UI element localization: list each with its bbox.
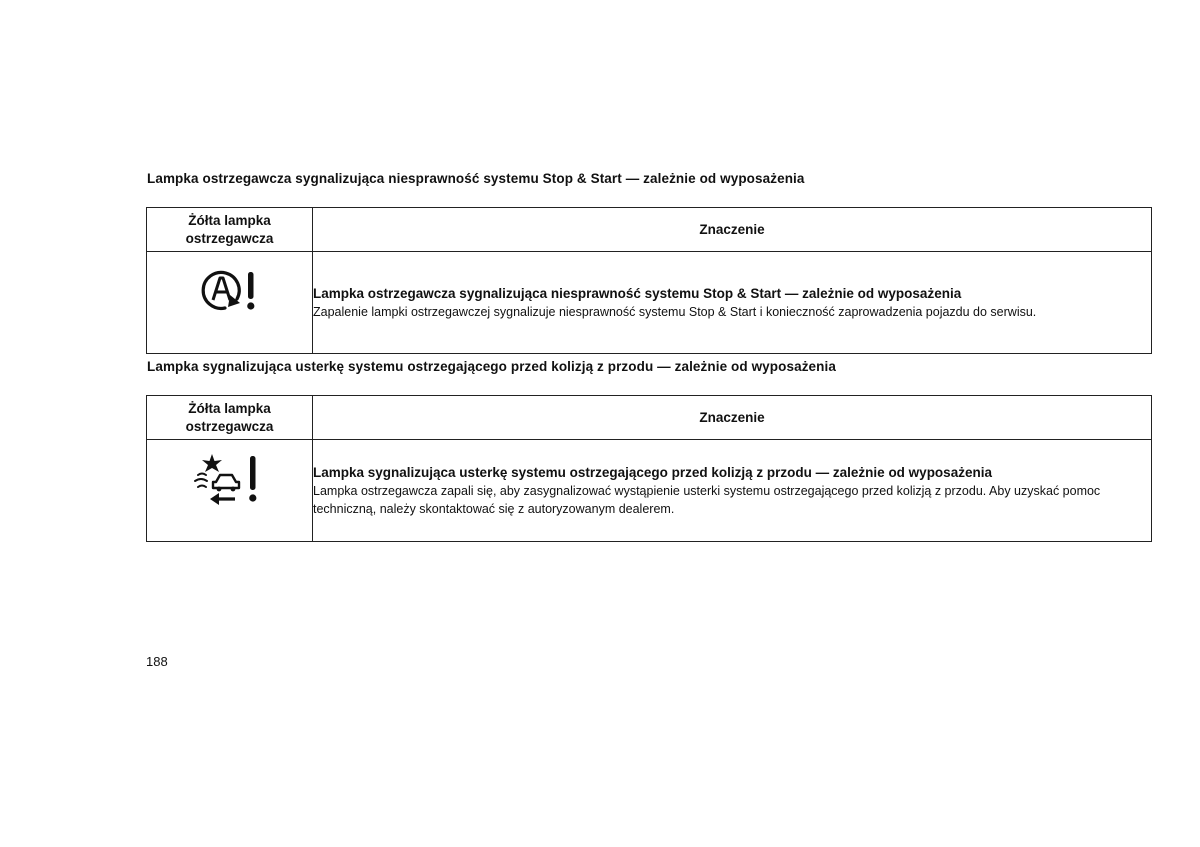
table-row	[147, 252, 1152, 354]
stop-start-failure-icon	[190, 264, 270, 320]
table-header-row	[147, 396, 1152, 440]
header-meaning: Znaczenie	[313, 208, 1152, 252]
description-title: Lampka ostrzegawcza sygnalizująca niesprawność systemu Stop & Start — zależnie od wyposażenia	[313, 285, 962, 301]
description-text: Zapalenie lampki ostrzegawczej sygnalizuje niesprawność systemu Stop & Start i konieczność zaprowadzenia pojazdu do serwisu.	[313, 304, 1037, 319]
description-text: Lampka ostrzegawcza zapali się, aby zasygnalizować wystąpienie usterki systemu ostrzegającego przed kolizją z przodu. Aby uzyskać pomoc techniczną, należy skontaktować się z autoryzowanym dealerem.	[313, 483, 1101, 516]
section-heading-forward-collision: Lampka sygnalizująca usterkę systemu ostrzegającego przed kolizją z przodu — zależnie od wyposażenia	[147, 359, 836, 374]
page-number: 188	[146, 654, 168, 669]
header-lamp: Żółta lampka ostrzegawcza	[147, 208, 313, 252]
lamp-icon-cell	[147, 252, 313, 354]
table-row	[147, 440, 1152, 542]
lamp-description-cell	[313, 252, 1152, 354]
stop-start-lamp-table	[146, 207, 1152, 354]
lamp-description-cell	[313, 440, 1152, 542]
lamp-icon-cell	[147, 440, 313, 542]
table-header-row	[147, 208, 1152, 252]
header-lamp: Żółta lampka ostrzegawcza	[147, 396, 313, 440]
section-heading-stop-start: Lampka ostrzegawcza sygnalizująca niesprawność systemu Stop & Start — zależnie od wyposażenia	[147, 171, 805, 186]
forward-collision-lamp-table	[146, 395, 1152, 542]
header-meaning: Znaczenie	[313, 396, 1152, 440]
description-title: Lampka sygnalizująca usterkę systemu ostrzegającego przed kolizją z przodu — zależnie od wyposażenia	[313, 464, 992, 480]
forward-collision-warning-failure-icon	[190, 452, 270, 510]
